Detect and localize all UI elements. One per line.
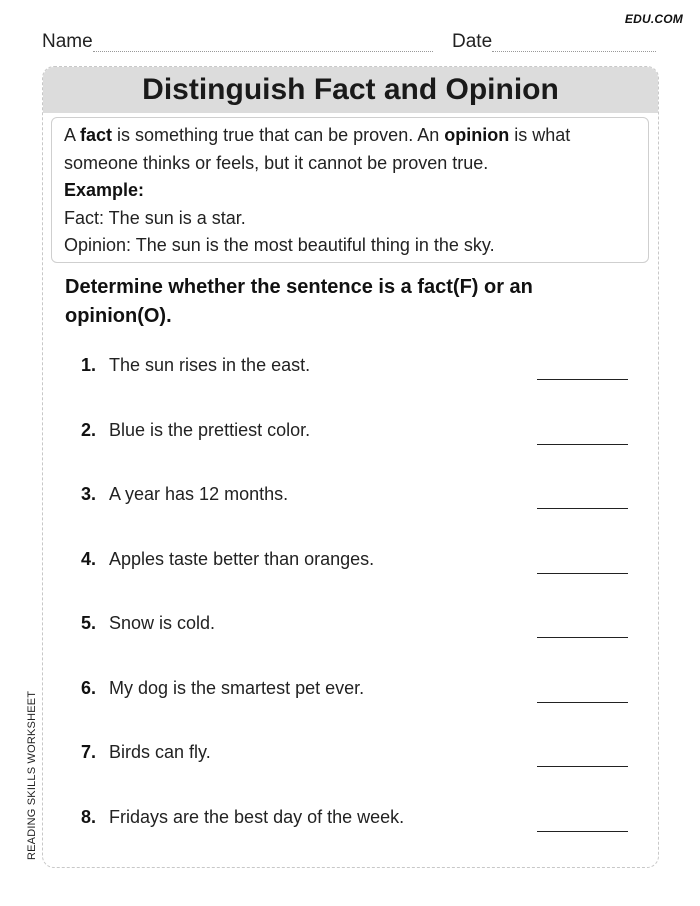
- question-item: [81, 420, 631, 460]
- brand-logo: EDU.COM: [624, 12, 683, 26]
- question-text: Snow is cold.: [109, 613, 216, 633]
- date-line: [492, 31, 656, 52]
- definition-text: A: [64, 125, 81, 145]
- worksheet-frame: [42, 66, 659, 868]
- question-text: Fridays are the best day of the week.: [109, 807, 405, 827]
- question-item: [81, 742, 631, 782]
- definition-text: is something true that can be proven. An: [112, 125, 445, 145]
- example-opinion: Opinion: The sun is the most beautiful thing in the sky.: [64, 235, 495, 255]
- question-text: A year has 12 months.: [109, 484, 289, 504]
- answer-blank[interactable]: [537, 831, 628, 832]
- definition-line-2: someone thinks or feels, but it cannot be proven true.: [64, 152, 489, 173]
- instructions: Determine whether the sentence is a fact(F) or an opinion(O).: [65, 276, 533, 327]
- question-item: [81, 613, 631, 653]
- answer-blank[interactable]: [537, 702, 628, 703]
- answer-blank[interactable]: [537, 379, 628, 380]
- definition-line-1: [64, 122, 636, 150]
- definition-box: [51, 117, 649, 263]
- question-item: [81, 355, 631, 395]
- question-text: My dog is the smartest pet ever.: [109, 678, 365, 698]
- question-item: [81, 678, 631, 718]
- example-fact: Fact: The sun is a star.: [64, 207, 246, 228]
- name-line: [93, 31, 433, 52]
- opinion-term: opinion: [444, 125, 510, 145]
- question-text: Apples taste better than oranges.: [109, 549, 375, 569]
- question-number: 6.: [81, 678, 97, 698]
- date-label: Date: [452, 31, 493, 52]
- definition-text: is what: [509, 125, 571, 145]
- answer-blank[interactable]: [537, 573, 628, 574]
- example-label: [64, 177, 636, 205]
- question-number: 2.: [81, 420, 97, 440]
- date-field[interactable]: [452, 30, 656, 54]
- question-number: 3.: [81, 484, 97, 504]
- side-label: READING SKILLS WORKSHEET: [26, 690, 38, 860]
- question-item: [81, 807, 631, 847]
- fact-term: fact: [80, 125, 113, 145]
- name-label: Name: [42, 31, 93, 52]
- question-number: 4.: [81, 549, 97, 569]
- title-bar: [43, 67, 658, 113]
- answer-blank[interactable]: [537, 444, 628, 445]
- question-item: [81, 549, 631, 589]
- name-field[interactable]: [42, 30, 433, 54]
- answer-blank[interactable]: [537, 508, 628, 509]
- question-number: 8.: [81, 807, 97, 827]
- question-text: Birds can fly.: [109, 742, 211, 762]
- question-text: Blue is the prettiest color.: [109, 420, 311, 440]
- question-number: 1.: [81, 355, 97, 375]
- page-title: Distinguish Fact and Opinion: [142, 73, 559, 106]
- answer-blank[interactable]: [537, 637, 628, 638]
- answer-blank[interactable]: [537, 766, 628, 767]
- question-number: 5.: [81, 613, 97, 633]
- question-number: 7.: [81, 742, 97, 762]
- name-date-row: [42, 30, 659, 56]
- example-heading: Example:: [64, 180, 145, 200]
- question-item: [81, 484, 631, 524]
- question-text: The sun rises in the east.: [109, 355, 311, 375]
